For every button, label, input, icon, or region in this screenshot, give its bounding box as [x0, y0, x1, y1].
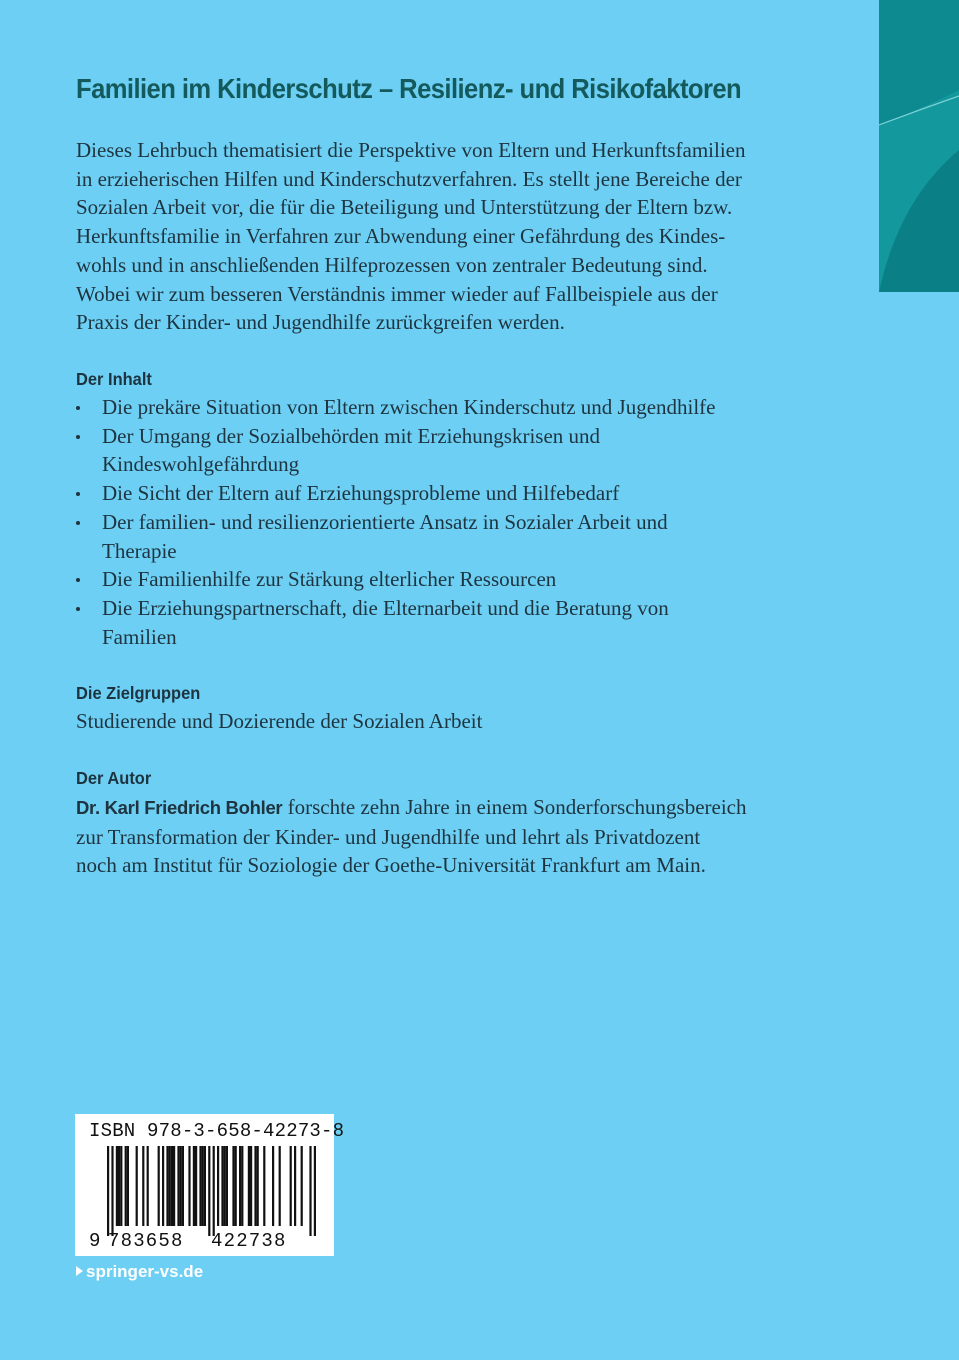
barcode-bar — [224, 1146, 226, 1226]
author-bio-text: forschte zehn Jahre in einem Sonderforschungsbereich — [282, 795, 747, 819]
list-item-text: Therapie — [102, 538, 177, 563]
barcode-bar — [239, 1146, 241, 1226]
barcode-bar — [136, 1146, 138, 1226]
list-item — [76, 422, 836, 479]
barcode-bar — [162, 1146, 164, 1226]
barcode-bar — [248, 1146, 250, 1226]
barcode-bar — [208, 1146, 210, 1236]
barcode-bar — [195, 1146, 197, 1226]
intro-line: Sozialen Arbeit vor, die für die Beteiligung und Unterstützung der Eltern bzw. — [76, 195, 733, 220]
list-item — [76, 565, 836, 594]
barcode-bar — [309, 1146, 311, 1236]
list-item-text: Familien — [102, 624, 177, 649]
publisher-website[interactable] — [76, 1262, 203, 1282]
list-item-text: Die Erziehungspartnerschaft, die Elternarbeit und die Beratung von — [102, 595, 669, 620]
isbn-barcode — [75, 1114, 345, 1256]
barcode-bar — [254, 1146, 256, 1226]
barcode-bar — [147, 1146, 149, 1226]
contents-heading: Der Inhalt — [76, 369, 152, 389]
author-heading: Der Autor — [76, 768, 152, 788]
barcode-bar — [125, 1146, 127, 1226]
list-item-text: Der Umgang der Sozialbehörden mit Erziehungskrisen und — [102, 423, 601, 448]
intro-paragraph — [76, 136, 836, 337]
author-bio-line: zur Transformation der Kinder- und Jugendhilfe und lehrt als Privatdozent — [76, 824, 701, 849]
barcode-bar — [182, 1146, 184, 1226]
corner-decoration — [879, 0, 959, 292]
ean-left-digits: 783658 — [108, 1230, 184, 1252]
barcode-bar — [221, 1146, 223, 1226]
list-item-text: Kindeswohlgefährdung — [102, 452, 300, 477]
ean-first-digit: 9 — [89, 1230, 101, 1252]
arrow-right-icon — [76, 1266, 83, 1276]
barcode-bar — [272, 1146, 274, 1226]
ean-right-digits: 422738 — [211, 1230, 287, 1252]
target-groups-heading: Die Zielgruppen — [76, 683, 201, 703]
target-groups-text — [76, 707, 836, 736]
barcode-bar — [193, 1146, 195, 1226]
intro-line: Wobei wir zum besseren Verständnis immer wieder auf Fallbeispiele aus der — [76, 281, 718, 306]
barcode-bar — [204, 1146, 206, 1226]
author-bio — [76, 793, 836, 880]
barcode-bar — [226, 1146, 228, 1226]
barcode-bar — [116, 1146, 118, 1226]
target-groups-line: Studierende und Dozierende der Sozialen Arbeit — [76, 709, 483, 733]
book-title: Familien im Kinderschutz – Resilienz- und Risikofaktoren — [76, 73, 742, 104]
barcode-bar — [263, 1146, 265, 1226]
author-bio-line — [76, 793, 836, 823]
barcode-bar — [166, 1146, 168, 1226]
website-text: springer-vs.de — [86, 1262, 204, 1281]
barcode-bar — [111, 1146, 113, 1236]
intro-line: Praxis der Kinder- und Jugendhilfe zurückgreifen werden. — [76, 310, 565, 335]
barcode-bar — [301, 1146, 303, 1226]
barcode-bar — [314, 1146, 316, 1236]
barcode-bar — [169, 1146, 171, 1226]
list-item — [76, 393, 836, 422]
intro-line: Dieses Lehrbuch thematisiert die Perspektive von Eltern und Herkunftsfamilien — [76, 138, 746, 162]
barcode-bar — [250, 1146, 252, 1226]
barcode-bar — [118, 1146, 120, 1226]
barcode-bar — [232, 1146, 234, 1226]
intro-line: wohls und in anschließenden Hilfeprozessen von zentraler Bedeutung sind. — [76, 252, 708, 277]
barcode-bar — [142, 1146, 144, 1226]
barcode-bar — [217, 1146, 219, 1226]
list-item — [76, 594, 836, 651]
author-name: Dr. Karl Friedrich Bohler — [76, 797, 283, 818]
barcode-bar — [235, 1146, 237, 1226]
isbn-label: ISBN 978-3-658-42273-8 — [89, 1120, 345, 1142]
barcode-bar — [290, 1146, 292, 1226]
barcode-bar — [173, 1146, 175, 1226]
list-item — [76, 479, 836, 508]
barcode-bar — [177, 1146, 179, 1226]
barcode-bar — [120, 1146, 122, 1226]
barcode-bar — [199, 1146, 201, 1226]
author-bio-line: noch am Institut für Soziologie der Goethe-Universität Frankfurt am Main. — [76, 853, 706, 878]
intro-line: in erzieherischen Hilfen und Kinderschutzverfahren. Es stellt jene Bereiche der — [76, 166, 742, 191]
list-item-text: Die prekäre Situation von Eltern zwischen Kinderschutz und Jugendhilfe — [102, 395, 716, 419]
list-item-text: Die Familienhilfe zur Stärkung elterlicher Ressourcen — [102, 567, 557, 592]
contents-list — [76, 393, 836, 651]
barcode-bar — [294, 1146, 296, 1226]
intro-line: Herkunftsfamilie in Verfahren zur Abwendung einer Gefährdung des Kindes- — [76, 224, 726, 249]
barcode-bar — [202, 1146, 204, 1226]
list-item-text: Der familien- und resilienzorientierte Ansatz in Sozialer Arbeit und — [102, 509, 668, 534]
barcode-bar — [279, 1146, 281, 1226]
barcode-bar — [213, 1146, 215, 1236]
barcode-bar — [180, 1146, 182, 1226]
barcode-bar — [158, 1146, 160, 1226]
barcode-bar — [241, 1146, 243, 1226]
barcode-bar — [257, 1146, 259, 1226]
barcode-bar — [127, 1146, 129, 1226]
barcode-bar — [107, 1146, 109, 1236]
list-item-text: Die Sicht der Eltern auf Erziehungsprobleme und Hilfebedarf — [102, 481, 620, 506]
list-item — [76, 508, 836, 565]
barcode-bar — [188, 1146, 190, 1226]
barcode-bar — [171, 1146, 173, 1226]
